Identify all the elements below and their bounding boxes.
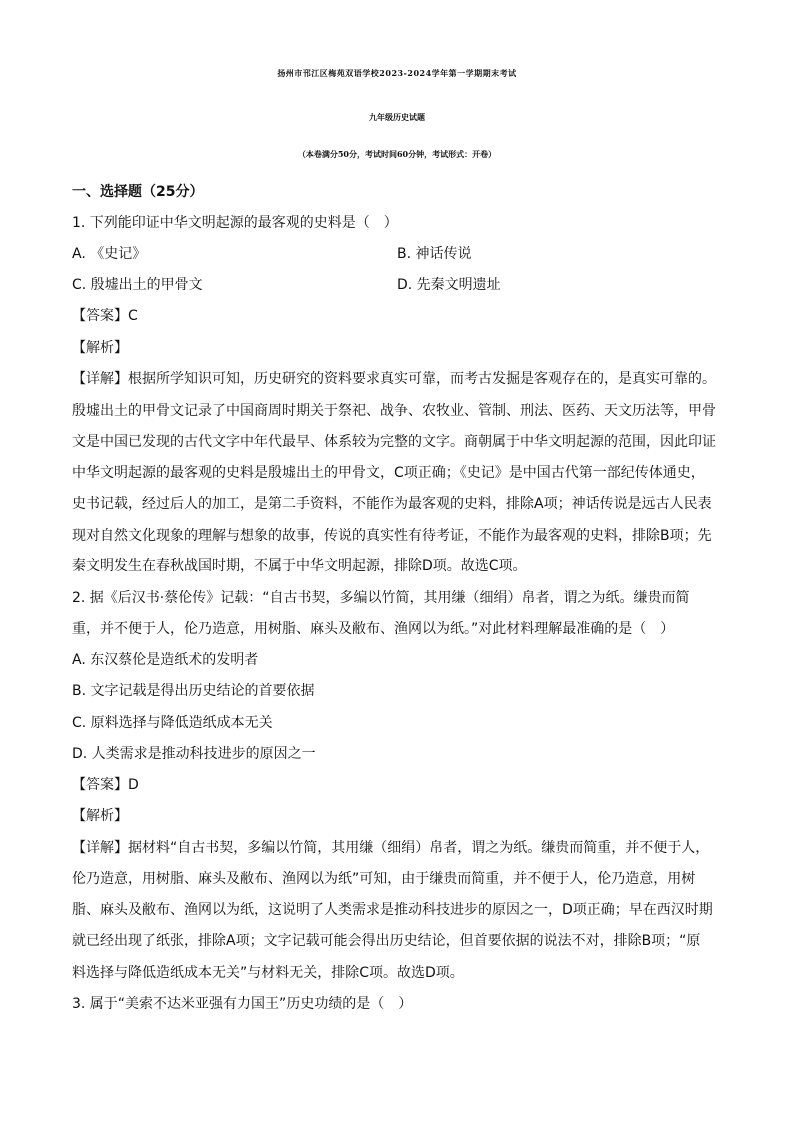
question-2-stem-line: 重，并不便于人，伦乃造意，用树脂、麻头及敝布、渔网以为纸。”对此材料理解最准确的是（ ） (72, 621, 675, 637)
question-2-detail-line: 脂、麻头及敝布、渔网以为纸，这说明了人类需求是推动科技进步的原因之一，D项正确；早在西汉时期 (72, 902, 713, 918)
question-1-detail-line: 现对自然文化现象的理解与想象的故事，传说的真实性有待考证，不能作为最客观的史料，排除B项；先 (72, 528, 712, 544)
question-1-option-d: D. 先秦文明遗址 (397, 277, 501, 293)
question-1-detail-line: 【详解】根据所学知识可知，历史研究的资料要求真实可靠，而考古发掘是客观存在的，是真实可靠的。 (72, 371, 716, 387)
question-2-stem-line: 2. 据《后汉书·蔡伦传》记载：“自古书契，多编以竹简，其用缣（细绢）帛者，谓之为纸。缣贵而简 (72, 590, 690, 606)
question-1-stem: 1. 下列能印证中华文明起源的最客观的史料是（ ） (72, 215, 398, 231)
question-2-option-a: A. 东汉蔡伦是造纸术的发明者 (72, 652, 259, 668)
question-2-option-d: D. 人类需求是推动科技进步的原因之一 (72, 746, 316, 762)
question-2-analysis-label: 【解析】 (72, 808, 128, 824)
exam-info: （本卷满分50分，考试时间60分钟，考试形式：开卷） (297, 149, 497, 159)
question-1-answer: 【答案】C (72, 308, 138, 324)
exam-subtitle: 九年级历史试题 (369, 112, 425, 122)
question-1-detail-line: 殷墟出土的甲骨文记录了中国商周时期关于祭祀、战争、农牧业、管制、刑法、医药、天文历法等，甲骨 (72, 403, 716, 419)
question-2-option-c: C. 原料选择与降低造纸成本无关 (72, 715, 273, 731)
question-1-option-a: A. 《史记》 (72, 246, 147, 262)
section-heading: 一、选择题（25分） (72, 184, 204, 200)
question-1-analysis-label: 【解析】 (72, 340, 128, 356)
question-1-detail-line: 中华文明起源的最客观的史料是殷墟出土的甲骨文，C项正确；《史记》是中国古代第一部纪传体通史， (72, 465, 705, 481)
question-3-stem: 3. 属于“美索不达米亚强有力国王”历史功绩的是（ ） (72, 996, 413, 1012)
question-2-detail-line: 料选择与降低造纸成本无关”与材料无关，排除C项。故选D项。 (72, 965, 464, 981)
question-1-detail-line: 秦文明发生在春秋战国时期，不属于中华文明起源，排除D项。故选C项。 (72, 558, 527, 574)
question-1-detail-line: 文是中国已发现的古代文字中年代最早、体系较为完整的文字。商朝属于中华文明起源的范围，因此印证 (72, 434, 716, 450)
question-2-answer: 【答案】D (72, 777, 139, 793)
question-1-option-b: B. 神话传说 (397, 246, 472, 262)
question-2-detail-line: 【详解】据材料“自古书契，多编以竹简，其用缣（细绢）帛者，谓之为纸。缣贵而简重，并不便于人， (72, 840, 710, 856)
question-1-detail-line: 史书记载，经过后人的加工，是第二手资料，不能作为最客观的史料，排除A项；神话传说是远古人民表 (72, 496, 712, 512)
question-2-detail-line: 伦乃造意，用树脂、麻头及敝布、渔网以为纸”可知，由于缣贵而简重，并不便于人，伦乃造意，用树 (72, 871, 696, 887)
question-1-option-c: C. 殷墟出土的甲骨文 (72, 277, 203, 293)
question-2-detail-line: 就已经出现了纸张，排除A项；文字记载可能会得出历史结论，但首要依据的说法不对，排除B项；“原 (72, 933, 701, 949)
exam-title: 扬州市邗江区梅苑双语学校2023-2024学年第一学期期末考试 (277, 68, 517, 78)
question-2-option-b: B. 文字记载是得出历史结论的首要依据 (72, 683, 315, 699)
